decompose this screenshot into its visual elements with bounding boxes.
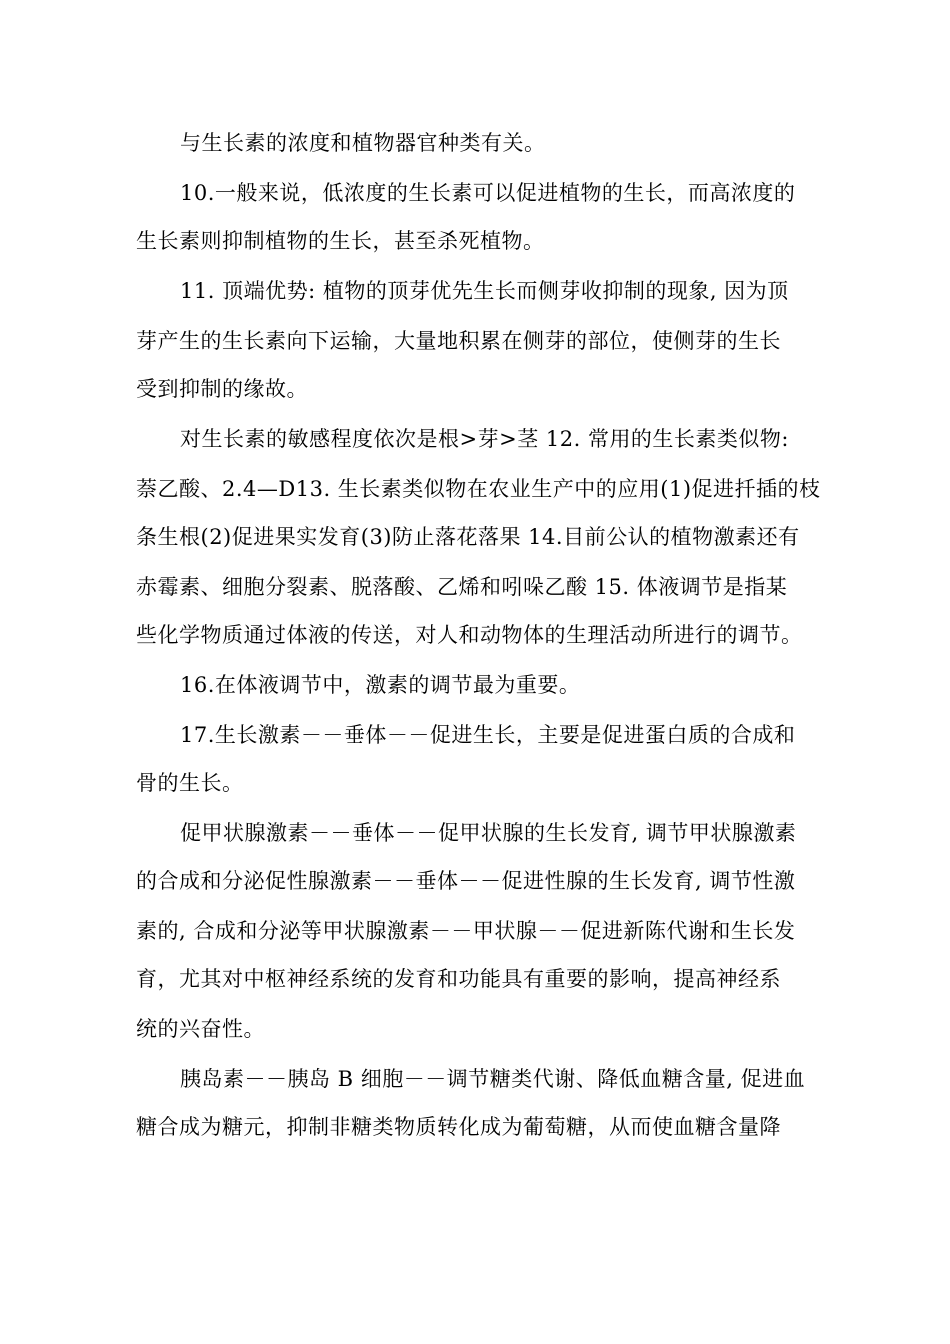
text-line-7: 对生长素的敏感程度依次是根>芽>茎 12. 常用的生长素类似物:	[180, 427, 790, 451]
text-line-5: 芽产生的生长素向下运输，大量地积累在侧芽的部位，使侧芽的生长	[136, 329, 781, 353]
text-line-12: 16.在体液调节中，激素的调节最为重要。	[180, 673, 581, 697]
text-line-15: 促甲状腺激素－－垂体－－促甲状腺的生长发育, 调节甲状腺激素	[180, 821, 797, 845]
text-line-14: 骨的生长。	[136, 771, 244, 795]
text-line-4: 11. 顶端优势: 植物的顶芽优先生长而侧芽收抑制的现象, 因为顶	[180, 279, 789, 303]
text-line-16: 的合成和分泌促性腺激素－－垂体－－促进性腺的生长发育, 调节性激	[136, 869, 796, 893]
text-line-19: 统的兴奋性。	[136, 1017, 265, 1041]
text-line-18: 育，尤其对中枢神经系统的发育和功能具有重要的影响，提高神经系	[136, 967, 781, 991]
text-line-6: 受到抑制的缘故。	[136, 377, 308, 401]
text-line-9: 条生根(2)促进果实发育(3)防止落花落果 14.目前公认的植物激素还有	[136, 525, 800, 549]
text-line-1: 与生长素的浓度和植物器官种类有关。	[180, 131, 546, 155]
text-line-20: 胰岛素－－胰岛 B 细胞－－调节糖类代谢、降低血糖含量, 促进血	[180, 1067, 806, 1091]
text-line-10: 赤霉素、细胞分裂素、脱落酸、乙烯和吲哚乙酸 15. 体液调节是指某	[136, 575, 788, 599]
text-line-21: 糖合成为糖元，抑制非糖类物质转化成为葡萄糖，从而使血糖含量降	[136, 1115, 781, 1139]
text-line-17: 素的, 合成和分泌等甲状腺激素－－甲状腺－－促进新陈代谢和生长发	[136, 919, 796, 943]
text-line-13: 17.生长激素－－垂体－－促进生长，主要是促进蛋白质的合成和	[180, 723, 796, 747]
text-line-8: 萘乙酸、2.4—D13. 生长素类似物在农业生产中的应用(1)促进扦插的枝	[136, 477, 821, 501]
text-line-3: 生长素则抑制植物的生长，甚至杀死植物。	[136, 229, 545, 253]
text-line-11: 些化学物质通过体液的传送，对人和动物体的生理活动所进行的调节。	[136, 623, 803, 647]
text-line-2: 10.一般来说，低浓度的生长素可以促进植物的生长，而高浓度的	[180, 181, 796, 205]
